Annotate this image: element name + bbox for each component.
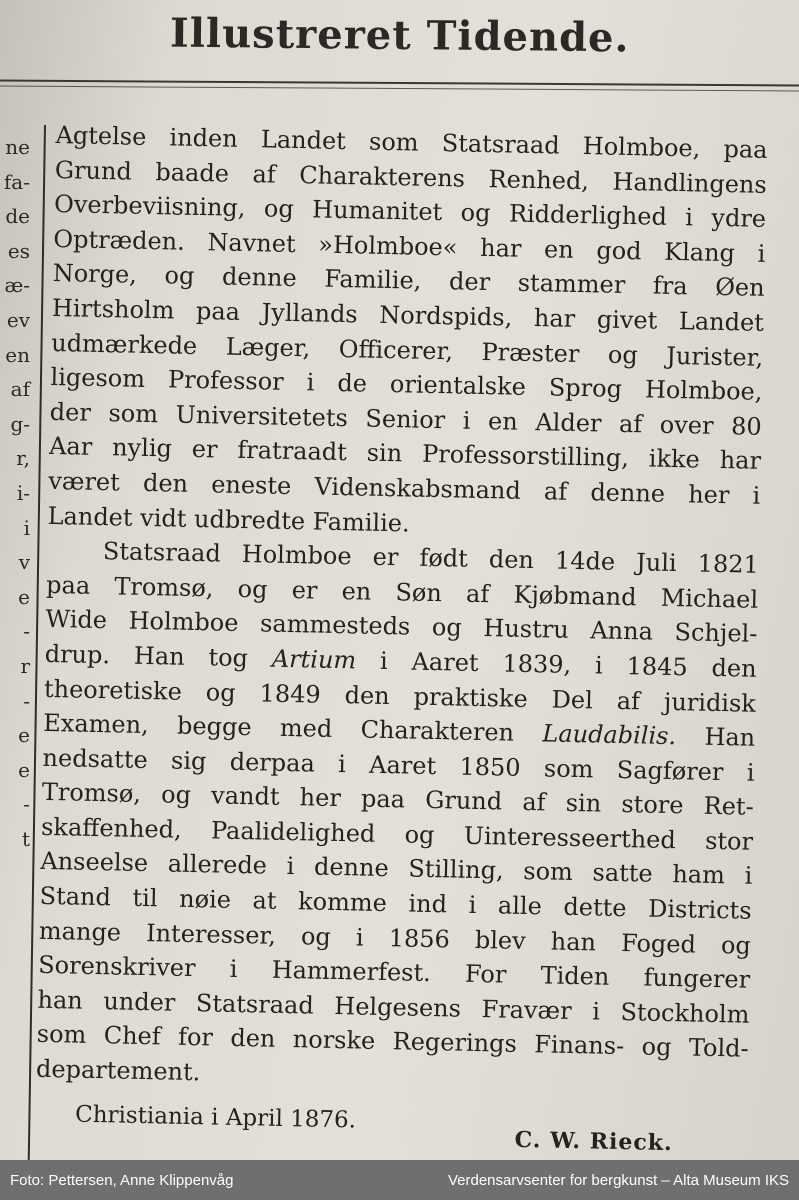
text-line: Tromsø, og vandt her paa Grund af sin store Ret- xyxy=(41,778,755,822)
text-line: udmærkede Læger, Officerer, Præster og Jurister, xyxy=(51,328,764,372)
left-fragment: æ- xyxy=(4,273,30,298)
left-fragment: r xyxy=(20,653,30,678)
left-fragment: ne xyxy=(5,135,30,159)
author-signature: C. W. Rieck. xyxy=(514,1126,673,1156)
left-fragment: ev xyxy=(6,307,30,332)
text-line: nedsatte sig derpaa i Aaret 1850 som Sagfører i xyxy=(42,743,755,787)
left-fragment: - xyxy=(23,688,30,713)
text-line: Sorenskriver i Hammerfest. For Tiden fungerer xyxy=(37,951,751,994)
text-line: Landet vidt udbredte Familie. xyxy=(47,501,410,538)
text-line: paa Tromsø, og er en Søn af Kjøbmand Michael xyxy=(45,570,759,614)
left-fragment: es xyxy=(7,238,30,263)
italic-term-laudabilis: Laudabilis. xyxy=(542,719,677,751)
left-fragment: e xyxy=(18,723,30,748)
text-line: Statsraad Holmboe er født den 14de Juli 1821 xyxy=(102,537,760,579)
text-line: skaffenhed, Paalidelighed og Uinteresseerthed stor xyxy=(40,812,754,856)
text-line: Aar nylig er fratraadt sin Professorstilling, ikke har xyxy=(48,432,762,476)
italic-term-artium: Artium xyxy=(271,644,357,675)
text-line: Norge, og denne Familie, der stammer fra Øen xyxy=(52,259,765,303)
text-line: Optræden. Navnet »Holmboe« har en god Klang i xyxy=(53,224,766,268)
paragraph-2 xyxy=(36,533,759,1101)
signoff xyxy=(34,1096,747,1163)
text-line: ligesom Professor i de orientalske Sprog Holmboe, xyxy=(50,363,763,407)
text-line: som Chef for den norske Regerings Finans- og Told- xyxy=(36,1020,749,1064)
photo-credit: Foto: Pettersen, Anne Klippenvåg xyxy=(10,1171,234,1189)
text-run: drup. Han tog xyxy=(44,639,273,673)
paragraph-1 xyxy=(47,118,768,548)
text-line: Anseelse allerede i denne Stilling, som satte ham i xyxy=(40,847,753,891)
left-fragment: r, xyxy=(16,446,30,471)
photo-credit-bar xyxy=(0,1160,799,1200)
left-fragment: v xyxy=(18,550,30,575)
text-run: Examen, begge med Charakteren xyxy=(43,708,543,748)
text-line: departement. xyxy=(35,1054,201,1087)
left-fragment: g- xyxy=(10,411,30,436)
place-date: Christiania i April 1876. xyxy=(74,1101,357,1134)
masthead-title: Illustreret Tidende. xyxy=(169,9,630,62)
left-fragment: fa- xyxy=(3,169,30,194)
header-rule-thin xyxy=(0,86,799,92)
text-line: theoretiske og 1849 den praktiske Del af juridisk xyxy=(43,674,757,718)
text-line: mange Interesser, og i 1856 blev han Foged og xyxy=(38,916,752,960)
left-fragment: en xyxy=(5,342,30,367)
article-body xyxy=(34,118,767,1163)
text-line: været den eneste Videnskabsmand af denne her i xyxy=(48,466,761,510)
left-fragment: i xyxy=(23,515,30,540)
text-run: Han xyxy=(675,722,756,752)
text-line: Stand til nøie at komme ind i alle dette Districts xyxy=(39,881,752,925)
left-fragment: - xyxy=(23,792,30,817)
text-line: han under Statsraad Helgesens Fravær i Stockholm xyxy=(37,985,750,1029)
left-fragment: e xyxy=(18,757,30,782)
left-fragment: i- xyxy=(16,480,30,505)
left-column-fragments xyxy=(0,130,36,856)
masthead xyxy=(0,0,799,78)
text-line: Agtelse inden Landet som Statsraad Holmboe, paa xyxy=(55,120,768,164)
left-fragment: de xyxy=(5,204,30,229)
institution-credit: Verdensarvsenter for bergkunst – Alta Museum IKS xyxy=(447,1171,789,1189)
text-line: der som Universitetets Senior i en Alder af over 80 xyxy=(49,397,762,441)
text-line: Grund baade af Charakterens Renhed, Handlingens xyxy=(54,155,768,199)
left-fragment: - xyxy=(23,619,30,644)
text-line: Hirtsholm paa Jyllands Nordspids, har givet Landet xyxy=(51,293,765,337)
left-fragment: af xyxy=(10,377,30,402)
text-line: Overbeviisning, og Humanitet og Ridderlighed i ydre xyxy=(53,190,767,234)
left-fragment: e xyxy=(18,584,30,609)
text-run: i Aaret 1839, i 1845 den xyxy=(355,646,757,683)
text-line: Wide Holmboe sammesteds og Hustru Anna Schjel- xyxy=(45,605,758,649)
left-fragment: t xyxy=(21,826,30,851)
